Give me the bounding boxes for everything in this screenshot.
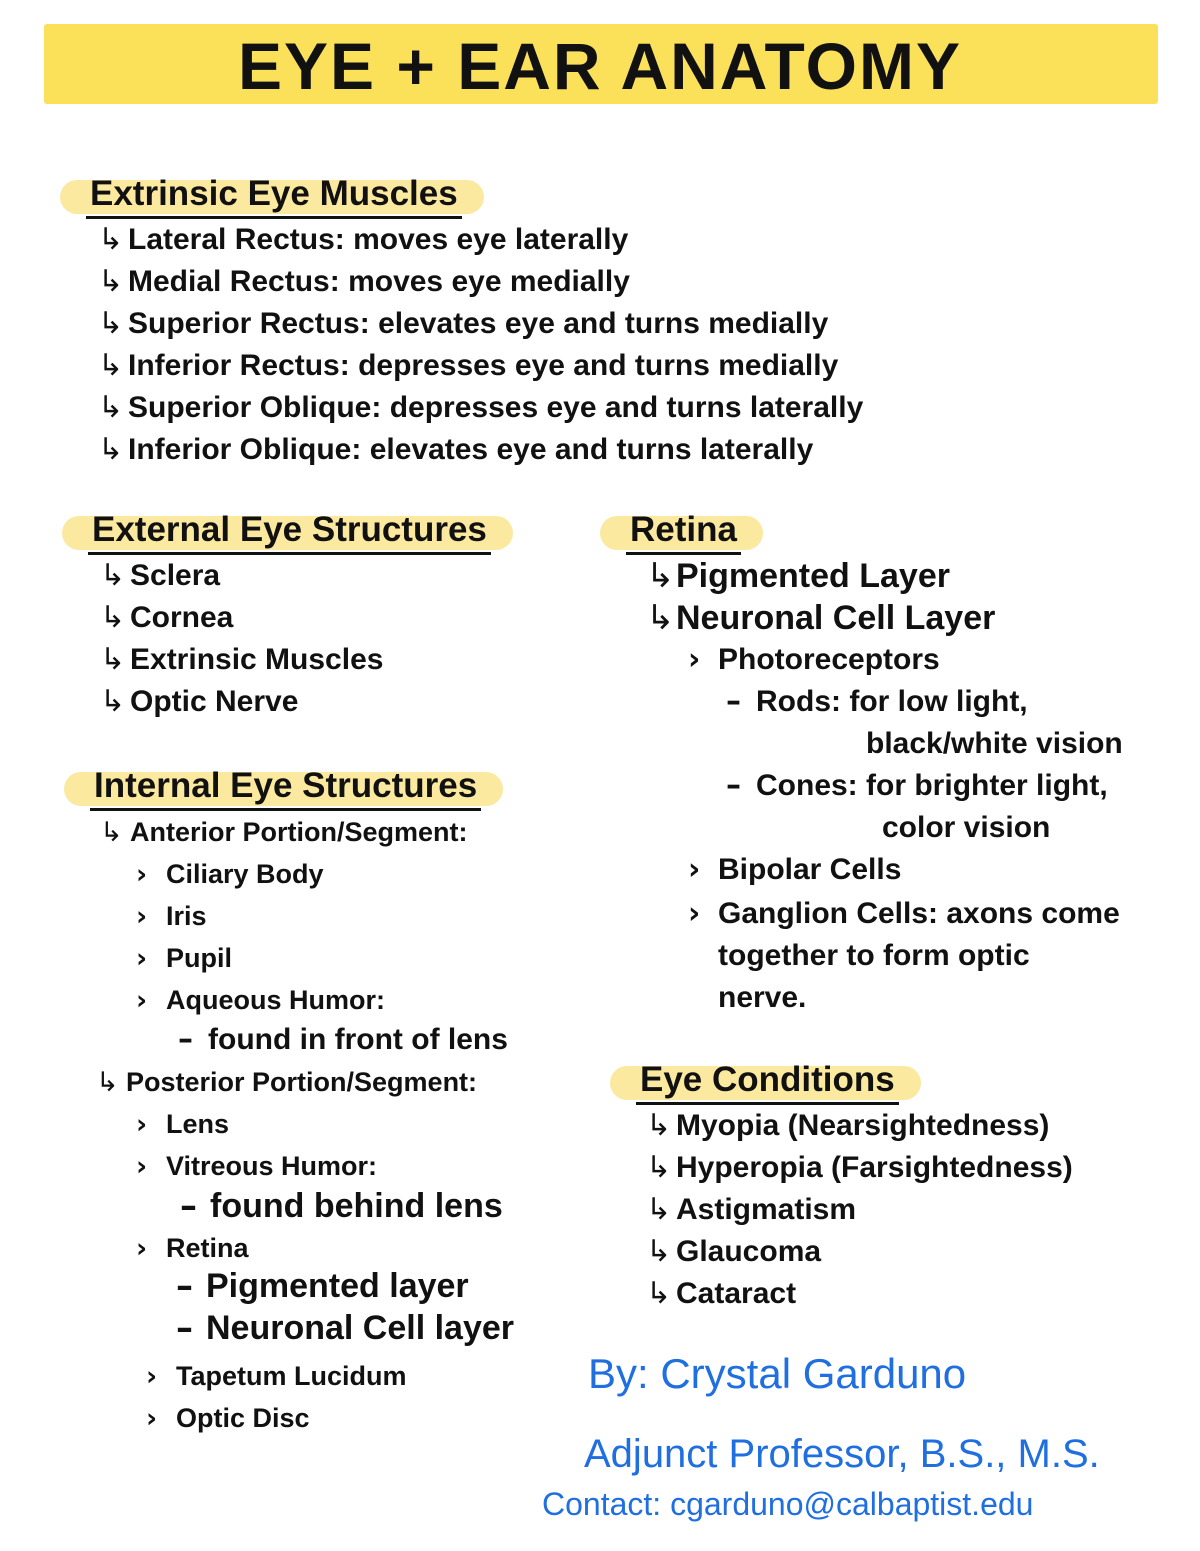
retina-item: nerve. [718, 981, 807, 1014]
list-item [146, 1356, 407, 1397]
list-item [100, 812, 468, 853]
vitreous-note: found behind lens [210, 1187, 503, 1225]
dash-icon: – [178, 1022, 193, 1057]
chevron-right-icon: › [136, 985, 148, 1016]
contact-email[interactable]: Contact: cgarduno@calbaptist.edu [542, 1486, 1034, 1522]
arrow-icon: ↳ [646, 556, 675, 596]
chevron-right-icon: › [146, 1361, 158, 1392]
list-item [688, 850, 901, 890]
arrow-icon: ↳ [100, 817, 123, 848]
list-item [98, 262, 630, 302]
arrow-icon: ↳ [100, 642, 126, 677]
cones-desc: for brighter light, [866, 769, 1108, 802]
list-item [176, 1308, 514, 1348]
list-item [98, 430, 813, 470]
internal-heading [90, 764, 481, 811]
aqueous-note: found in front of lens [208, 1023, 508, 1056]
list-item [136, 938, 232, 979]
arrow-icon: ↳ [98, 432, 124, 467]
list-item [98, 304, 828, 344]
list-item [176, 1266, 469, 1306]
cones-label: Cones: [756, 769, 858, 802]
retina-item: together to form optic [718, 939, 1030, 972]
retina-heading [626, 508, 741, 555]
chevron-right-icon: › [688, 896, 701, 931]
dash-icon: – [726, 684, 741, 719]
list-item [100, 682, 298, 722]
arrow-icon: ↳ [646, 1192, 672, 1227]
arrow-icon: ↳ [98, 390, 124, 425]
muscle-desc: depresses eye and turns laterally [389, 391, 864, 424]
list-item [180, 1186, 503, 1226]
condition-item: Cataract [676, 1277, 797, 1310]
extrinsic-heading-label: Extrinsic Eye Muscles [86, 172, 462, 219]
muscle-desc: moves eye laterally [353, 223, 629, 256]
list-item [882, 808, 1050, 848]
anterior-item: Iris [166, 901, 207, 931]
posterior-item: Retina [166, 1233, 249, 1263]
arrow-icon: ↳ [646, 1234, 672, 1269]
muscle-label: Superior Oblique: [128, 391, 382, 424]
chevron-right-icon: › [136, 1233, 148, 1264]
list-item [718, 978, 806, 1018]
conditions-heading-label: Eye Conditions [636, 1058, 899, 1105]
muscle-label: Medial Rectus: [128, 265, 340, 298]
posterior-item: Optic Disc [176, 1403, 310, 1433]
anterior-item: Ciliary Body [166, 859, 324, 889]
list-item [646, 1106, 1049, 1146]
external-heading [88, 508, 491, 555]
condition-item: Glaucoma [676, 1235, 822, 1268]
external-item: Optic Nerve [130, 685, 299, 718]
external-item: Cornea [130, 601, 234, 634]
list-item [100, 598, 233, 638]
list-item [178, 1020, 508, 1060]
list-item [100, 640, 383, 680]
author-credit: By: Crystal Garduno [588, 1350, 967, 1397]
condition-item: Astigmatism [676, 1193, 857, 1226]
chevron-right-icon: › [136, 1109, 148, 1140]
arrow-icon: ↳ [98, 222, 124, 257]
external-heading-label: External Eye Structures [88, 508, 491, 555]
list-item [146, 1398, 310, 1439]
muscle-label: Inferior Oblique: [128, 433, 362, 466]
arrow-icon: ↳ [646, 1276, 672, 1311]
chevron-right-icon: › [146, 1403, 158, 1434]
dash-icon: – [176, 1308, 193, 1348]
anterior-item: Pupil [166, 943, 232, 973]
list-item [136, 1146, 377, 1187]
retina-item: Bipolar Cells [718, 853, 902, 886]
list-item [726, 682, 1028, 722]
list-item [98, 220, 628, 260]
anterior-item: Aqueous Humor: [166, 985, 385, 1015]
list-item [98, 388, 863, 428]
rods-label: Rods: [756, 685, 841, 718]
dash-icon: – [180, 1186, 197, 1226]
list-item [136, 980, 385, 1021]
list-item [646, 1190, 856, 1230]
list-item [718, 936, 1030, 976]
chevron-right-icon: › [136, 1151, 148, 1182]
list-item [100, 556, 220, 596]
chevron-right-icon: › [136, 901, 148, 932]
retina-item: Ganglion Cells: axons come [718, 897, 1120, 930]
arrow-icon: ↳ [98, 264, 124, 299]
list-item [688, 894, 1120, 934]
external-item: Sclera [130, 559, 221, 592]
arrow-icon: ↳ [646, 1108, 672, 1143]
condition-item: Hyperopia (Farsightedness) [676, 1151, 1073, 1184]
external-item: Extrinsic Muscles [130, 643, 384, 676]
list-item [98, 346, 838, 386]
posterior-label: Posterior Portion/Segment: [126, 1067, 478, 1097]
arrow-icon: ↳ [100, 558, 126, 593]
list-item [866, 724, 1123, 764]
list-item [646, 1274, 796, 1314]
retina-item: Pigmented Layer [676, 557, 950, 595]
list-item [96, 1062, 477, 1103]
muscle-label: Superior Rectus: [128, 307, 370, 340]
muscle-desc: elevates eye and turns medially [378, 307, 829, 340]
list-item [646, 598, 995, 638]
chevron-right-icon: › [136, 943, 148, 974]
list-item [136, 1228, 249, 1269]
arrow-icon: ↳ [98, 306, 124, 341]
internal-heading-label: Internal Eye Structures [90, 764, 481, 811]
list-item [136, 854, 324, 895]
chevron-right-icon: › [688, 852, 701, 887]
rods-desc: black/white vision [866, 727, 1123, 760]
muscle-label: Lateral Rectus: [128, 223, 345, 256]
arrow-icon: ↳ [646, 598, 675, 638]
list-item [646, 556, 950, 596]
arrow-icon: ↳ [98, 348, 124, 383]
dash-icon: – [726, 768, 741, 803]
page-title: EYE + EAR ANATOMY [237, 29, 963, 103]
arrow-icon: ↳ [96, 1067, 119, 1098]
posterior-item: Lens [166, 1109, 230, 1139]
chevron-right-icon: › [136, 859, 148, 890]
retina-heading-label: Retina [626, 508, 741, 555]
retina-item: Neuronal Cell Layer [676, 599, 996, 637]
retina-item: Photoreceptors [718, 643, 940, 676]
arrow-icon: ↳ [100, 684, 126, 719]
muscle-desc: elevates eye and turns laterally [369, 433, 814, 466]
list-item [136, 1104, 229, 1145]
list-item [136, 896, 207, 937]
condition-item: Myopia (Nearsightedness) [676, 1109, 1050, 1142]
muscle-desc: depresses eye and turns medially [358, 349, 839, 382]
anterior-label: Anterior Portion/Segment: [130, 817, 468, 847]
list-item [688, 640, 940, 680]
dash-icon: – [176, 1266, 193, 1306]
list-item [726, 766, 1108, 806]
posterior-item: Tapetum Lucidum [176, 1361, 407, 1391]
muscle-label: Inferior Rectus: [128, 349, 350, 382]
arrow-icon: ↳ [646, 1150, 672, 1185]
posterior-item: Vitreous Humor: [166, 1151, 378, 1181]
arrow-icon: ↳ [100, 600, 126, 635]
cones-desc: color vision [882, 811, 1051, 844]
conditions-heading [636, 1058, 899, 1105]
list-item [646, 1232, 821, 1272]
muscle-desc: moves eye medially [348, 265, 630, 298]
chevron-right-icon: › [688, 642, 701, 677]
retina-layer: Neuronal Cell layer [206, 1309, 515, 1347]
extrinsic-heading [86, 172, 462, 219]
rods-desc: for low light, [849, 685, 1028, 718]
retina-layer: Pigmented layer [206, 1267, 469, 1305]
author-role: Adjunct Professor, B.S., M.S. [584, 1432, 1100, 1476]
list-item [646, 1148, 1073, 1188]
